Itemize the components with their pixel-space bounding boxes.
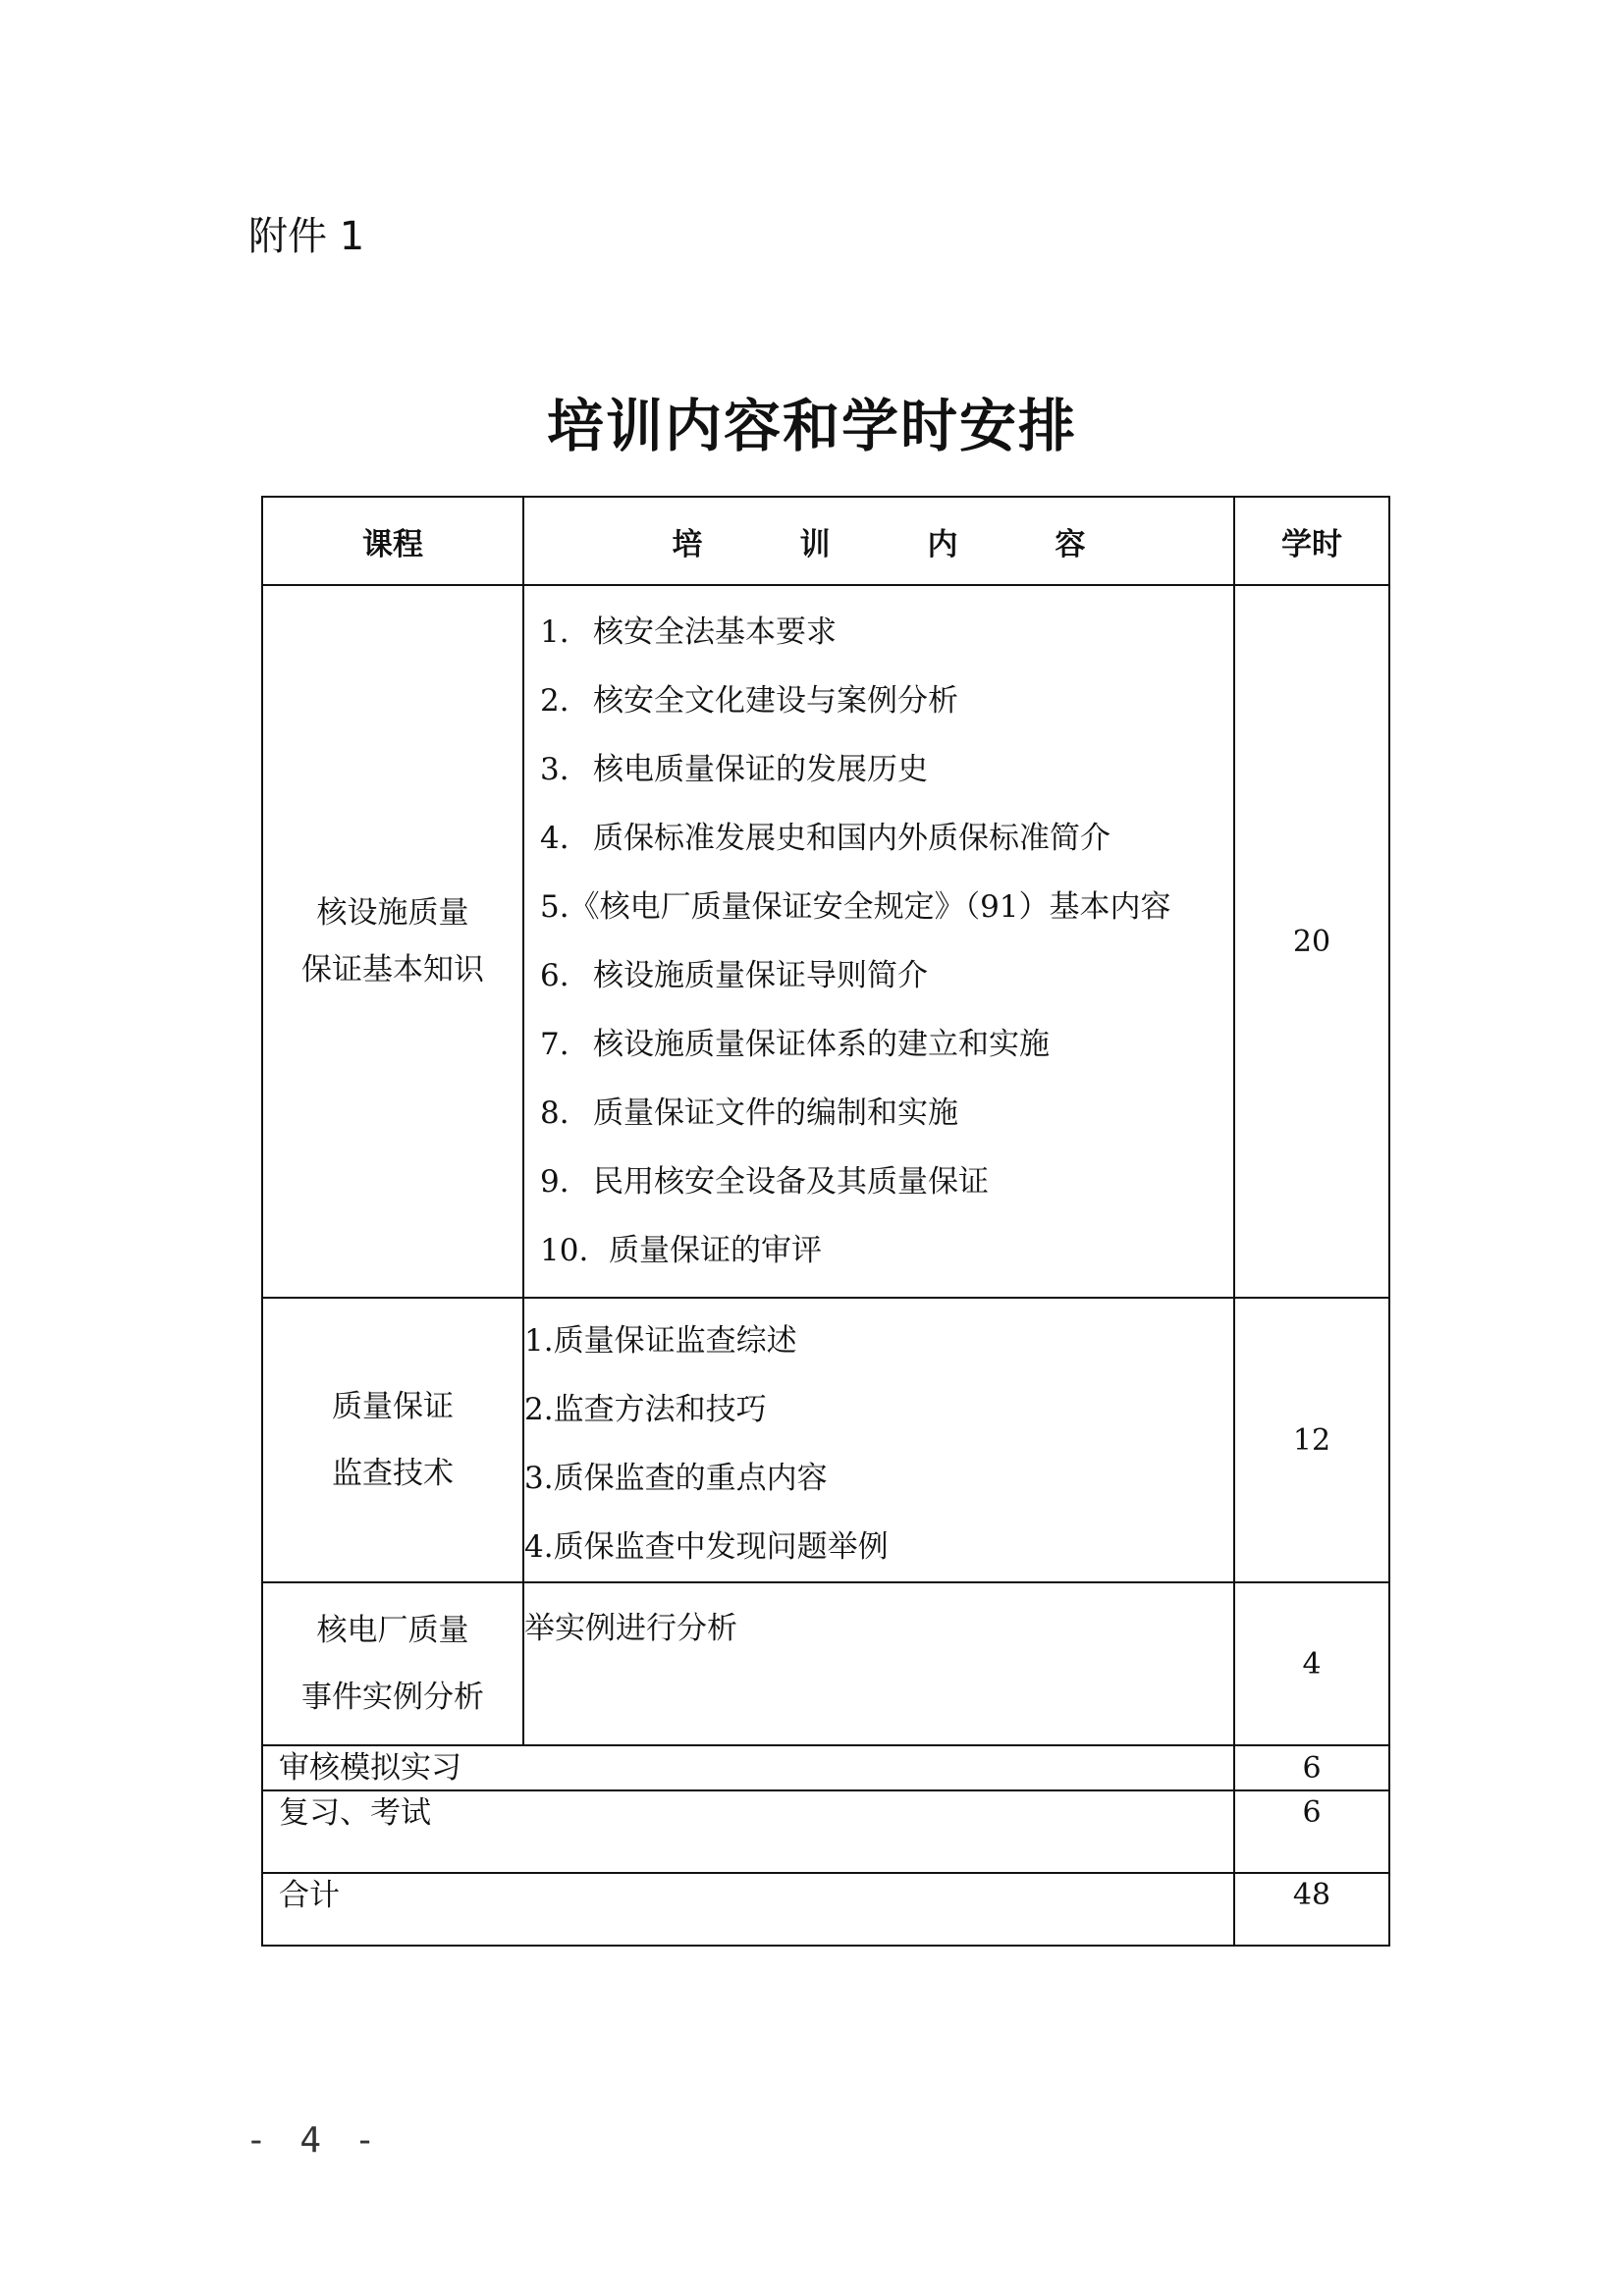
hours-cell: 6 [1234, 1790, 1389, 1873]
table-header-row [262, 497, 1389, 585]
course-name-cell [262, 1298, 523, 1582]
content-item: 5.《核电厂质量保证安全规定》（91）基本内容 [540, 889, 1171, 925]
row-label: 复习、考试 [262, 1790, 1234, 1873]
table-row-audit-practice [262, 1745, 1389, 1790]
hours-cell: 12 [1234, 1298, 1389, 1582]
content-item: 2. 核安全文化建设与案例分析 [540, 683, 958, 719]
document-title: 培训内容和学时安排 [546, 393, 1077, 459]
course-name-cell [262, 1582, 523, 1745]
page-number: - 4 - [245, 2120, 382, 2161]
content-cell [523, 1582, 1234, 1745]
content-item: 2.监查方法和技巧 [524, 1392, 767, 1427]
table-row-audit-technique [262, 1298, 1389, 1582]
hours-cell: 48 [1234, 1873, 1389, 1946]
table-row-total [262, 1873, 1389, 1946]
course-name-line: 质量保证 [332, 1389, 454, 1424]
hours-cell: 6 [1234, 1745, 1389, 1790]
content-item: 1. 核安全法基本要求 [540, 614, 837, 650]
content-item: 4. 质保标准发展史和国内外质保标准简介 [540, 821, 1110, 856]
content-item: 9. 民用核安全设备及其质量保证 [540, 1164, 989, 1200]
row-label: 合计 [262, 1873, 1234, 1946]
course-name-line: 保证基本知识 [301, 952, 484, 988]
table-row-event-analysis [262, 1582, 1389, 1745]
content-cell [523, 1298, 1234, 1582]
content-item: 10. 质量保证的审评 [540, 1233, 822, 1268]
course-name-line: 核设施质量 [316, 895, 469, 931]
header-content: 培 训 内 容 [523, 497, 1234, 585]
content-cell [523, 585, 1234, 1298]
header-course: 课程 [262, 497, 523, 585]
content-item: 3.质保监查的重点内容 [524, 1461, 828, 1496]
content-item: 6. 核设施质量保证导则简介 [540, 958, 928, 993]
content-item: 8. 质量保证文件的编制和实施 [540, 1095, 958, 1131]
attachment-label: 附件 1 [248, 214, 365, 259]
table-row-basic-knowledge [262, 585, 1389, 1298]
course-name-line: 事件实例分析 [301, 1680, 484, 1715]
row-label: 审核模拟实习 [262, 1745, 1234, 1790]
hours-cell: 20 [1234, 585, 1389, 1298]
content-item: 3. 核电质量保证的发展历史 [540, 752, 928, 787]
course-name-line: 核电厂质量 [316, 1613, 469, 1648]
course-name-line: 监查技术 [332, 1456, 454, 1491]
content-item: 举实例进行分析 [524, 1611, 737, 1646]
course-name-cell [262, 585, 523, 1298]
content-item: 4.质保监查中发现问题举例 [524, 1529, 889, 1565]
hours-cell: 4 [1234, 1582, 1389, 1745]
header-hours: 学时 [1234, 497, 1389, 585]
training-schedule-table [261, 496, 1390, 1947]
content-item: 1.质量保证监查综述 [524, 1323, 797, 1359]
table-row-review-exam [262, 1790, 1389, 1873]
content-item: 7. 核设施质量保证体系的建立和实施 [540, 1027, 1050, 1062]
